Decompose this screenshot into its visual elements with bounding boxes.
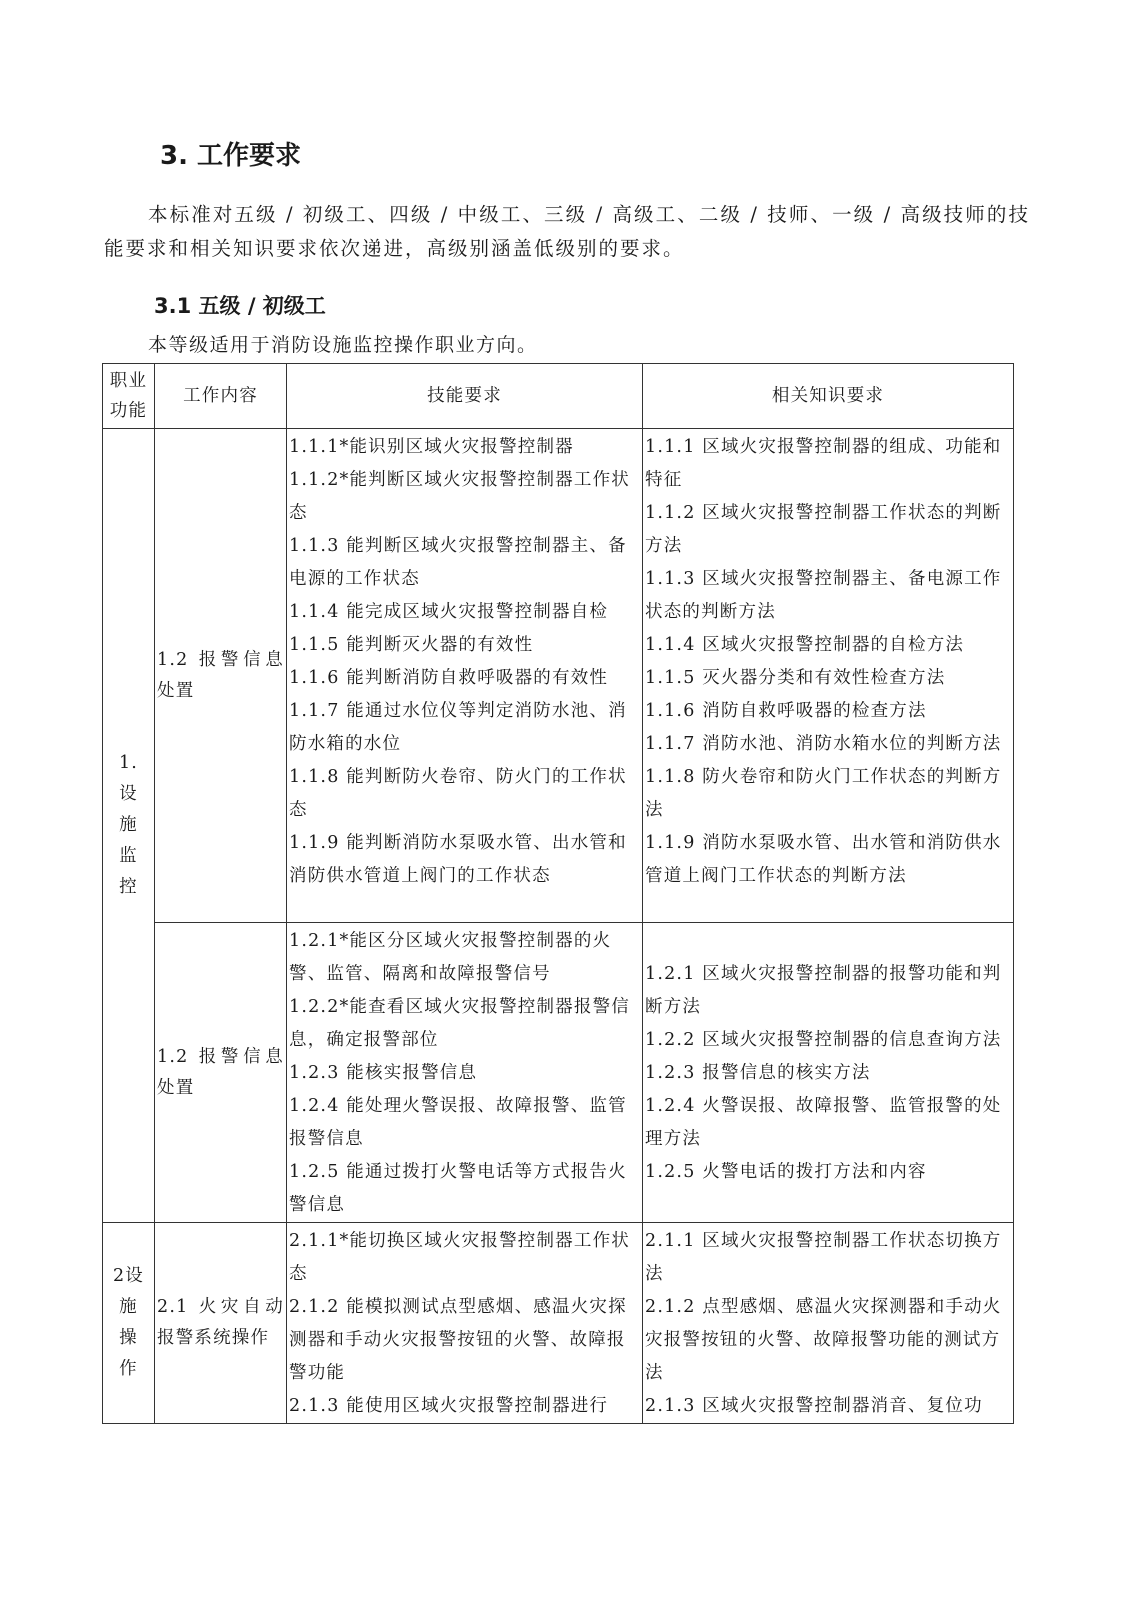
- knowledge-item: 2.1.3 区域火灾报警控制器消音、复位功: [645, 1396, 983, 1416]
- skill-item: 1.1.4 能完成区域火灾报警控制器自检: [289, 602, 609, 622]
- skill-item: 1.2.5 能通过拨打火警电话等方式报告火警信息: [289, 1162, 627, 1215]
- knowledge-item: 1.2.3 报警信息的核实方法: [645, 1063, 871, 1083]
- work-content-cell: 2.1 火灾自动报警系统操作: [155, 1223, 287, 1424]
- table-header-row: [103, 364, 1014, 429]
- skill-item: 1.1.2*能判断区域火灾报警控制器工作状态: [289, 470, 630, 523]
- header-work: 工作内容: [155, 364, 287, 429]
- knowledge-cell: [643, 923, 1014, 1223]
- knowledge-item: 1.2.5 火警电话的拨打方法和内容: [645, 1162, 927, 1182]
- work-content-cell: 1.2 报警信息处置: [155, 429, 287, 923]
- skill-cell: [287, 429, 643, 923]
- skill-cell: [287, 923, 643, 1223]
- knowledge-item: 2.1.1 区域火灾报警控制器工作状态切换方法: [645, 1231, 1002, 1284]
- skill-item: 1.1.3 能判断区域火灾报警控制器主、备电源的工作状态: [289, 536, 627, 589]
- knowledge-item: 1.2.1 区域火灾报警控制器的报警功能和判断方法: [645, 964, 1002, 1017]
- knowledge-item: 1.1.5 灭火器分类和有效性检查方法: [645, 668, 946, 688]
- skill-item: 1.2.1*能区分区域火灾报警控制器的火警、监管、隔离和故障报警信号: [289, 931, 612, 984]
- skill-item: 1.2.2*能查看区域火灾报警控制器报警信息，确定报警部位: [289, 997, 630, 1050]
- header-skill: 技能要求: [287, 364, 643, 429]
- skill-item: 1.1.1*能识别区域火灾报警控制器: [289, 437, 574, 457]
- skill-item: 1.1.6 能判断消防自救呼吸器的有效性: [289, 668, 609, 688]
- knowledge-item: 1.1.4 区域火灾报警控制器的自检方法: [645, 635, 965, 655]
- table-row: [103, 923, 1014, 1223]
- skill-item: 1.2.3 能核实报警信息: [289, 1063, 478, 1083]
- knowledge-item: 1.2.4 火警误报、故障报警、监管报警的处理方法: [645, 1096, 1002, 1149]
- knowledge-item: 1.1.1 区域火灾报警控制器的组成、功能和特征: [645, 437, 1002, 490]
- knowledge-item: 2.1.2 点型感烟、感温火灾探测器和手动火灾报警按钮的火警、故障报警功能的测试方法: [645, 1297, 1002, 1383]
- skill-item: 1.2.4 能处理火警误报、故障报警、监管报警信息: [289, 1096, 627, 1149]
- header-knowledge: 相关知识要求: [643, 364, 1014, 429]
- skill-item: 1.1.8 能判断防火卷帘、防火门的工作状态: [289, 767, 627, 820]
- knowledge-cell: [643, 429, 1014, 923]
- scope-paragraph: 本等级适用于消防设施监控操作职业方向。: [148, 334, 538, 356]
- skill-item: 2.1.1*能切换区域火灾报警控制器工作状态: [289, 1231, 630, 1284]
- skill-cell: [287, 1223, 643, 1424]
- knowledge-item: 1.1.2 区域火灾报警控制器工作状态的判断方法: [645, 503, 1002, 556]
- skill-item: 1.1.5 能判断灭火器的有效性: [289, 635, 534, 655]
- skill-item: 1.1.7 能通过水位仪等判定消防水池、消防水箱的水位: [289, 701, 627, 754]
- knowledge-item: 1.1.3 区域火灾报警控制器主、备电源工作状态的判断方法: [645, 569, 1002, 622]
- skill-item: 2.1.2 能模拟测试点型感烟、感温火灾探测器和手动火灾报警按钮的火警、故障报警功能: [289, 1297, 627, 1383]
- table-row: [103, 429, 1014, 923]
- knowledge-item: 1.1.6 消防自救呼吸器的检查方法: [645, 701, 927, 721]
- function-cell: 1.设施监控: [103, 429, 155, 1223]
- table-row: [103, 1223, 1014, 1424]
- knowledge-item: 1.1.7 消防水池、消防水箱水位的判断方法: [645, 734, 1002, 754]
- knowledge-item: 1.1.9 消防水泵吸水管、出水管和消防供水管道上阀门工作状态的判断方法: [645, 833, 1002, 886]
- knowledge-cell: [643, 1223, 1014, 1424]
- knowledge-item: 1.2.2 区域火灾报警控制器的信息查询方法: [645, 1030, 1002, 1050]
- intro-paragraph: 本标准对五级 / 初级工、四级 / 中级工、三级 / 高级工、二级 / 技师、一级 / 高级技师的技能要求和相关知识要求依次递进，高级别涵盖低级别的要求。: [104, 203, 1030, 260]
- work-content-cell: 1.2 报警信息处置: [155, 923, 287, 1223]
- section-title: 3. 工作要求: [160, 141, 302, 171]
- function-cell: 2设施操作: [103, 1223, 155, 1424]
- skill-item: 1.1.9 能判断消防水泵吸水管、出水管和消防供水管道上阀门的工作状态: [289, 833, 627, 886]
- header-function: 职业功能: [103, 364, 155, 429]
- knowledge-item: 1.1.8 防火卷帘和防火门工作状态的判断方法: [645, 767, 1002, 820]
- subsection-title: 3.1 五级 / 初级工: [154, 294, 326, 318]
- requirements-table: [102, 363, 1014, 1424]
- skill-item: 2.1.3 能使用区域火灾报警控制器进行: [289, 1396, 609, 1416]
